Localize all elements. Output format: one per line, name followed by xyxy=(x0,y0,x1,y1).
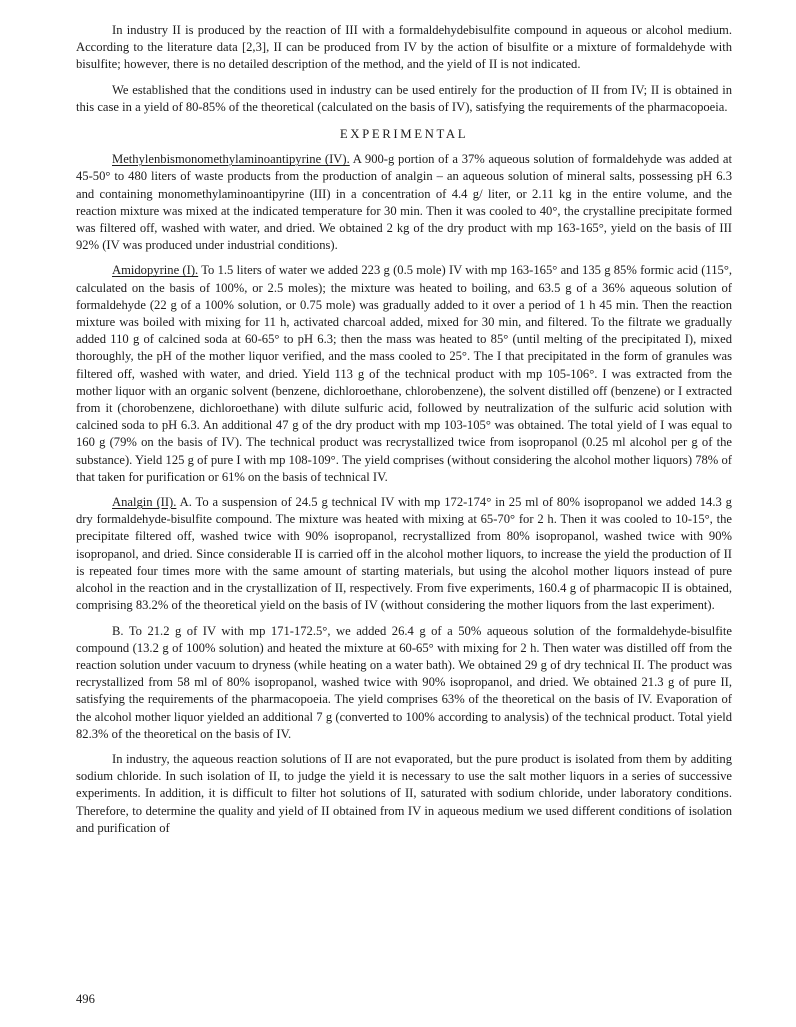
paragraph-amidopyrine xyxy=(76,262,732,486)
article-page xyxy=(76,22,732,845)
text-analgin-a: A. To a suspension of 24.5 g technical IV with mp 172-174° in 25 ml of 80% isopropanol we added 14.3 g dry formaldehyde-bisulfite compound. The mixture was heated with mixing at 65-70° for 2 h. Then it was cooled to 10-15°, the precipitate filtered off, washed twice with 90% isopropanol, recrystallized from 80% isopropanol, washed twice with 90% isopropanol, and dried. Since considerable II is carried off in the alcohol mother liquors, to increase the yield the production of II is repeated four times more with the same amount of starting materials, but using the alcohol mother liquors instead of pure alcohol in the reaction and in the crystallization of II, respectively. From five experiments, 160.4 g of pharmacopic II is obtained, comprising 83.2% of the theoretical yield on the basis of IV (without considering the mother liquors from the last experiment). xyxy=(76,495,732,613)
paragraph-analgin-a xyxy=(76,494,732,614)
page-number: 496 xyxy=(76,992,95,1006)
paragraph-compound-iv xyxy=(76,151,732,254)
text-amidopyrine: To 1.5 liters of water we added 223 g (0.5 mole) IV with mp 163-165° and 135 g 85% formic acid (115°, calculated on the basis of 100%, or 2.5 moles); the mixture was heated to boiling, and 63.5 g of a 36% aqueous solution of formaldehyde (22 g of a 100% solution, or 0.75 mole) was gradually added to it over a period of 1 h 45 min. Then the reaction mixture was boiled with mixing for 11 h, activated charcoal added, mixed for 30 min, and filtered. To the filtrate we gradually added 110 g of calcined soda at 60-65° to pH 6.3; then the mass was heated to 85° (until melting of the precipitated I), mixed thoroughly, the pH of the mother liquor verified, and the mass cooled to 25°. The I that precipitated in the form of granules was filtered off, washed with water, and dried. Yield 113 g of the technical product with mp 105-106°. I was extracted from the mother liquor with an organic solvent (benzene, dichloroethane, chlorobenzene), the solvent distilled off (benzene) or I extracted from it (chorobenzene, dichloroethane) with dilute sulfuric acid, followed by neutralization of the sulfuric acid solution with calcined soda to pH 6.3. An additional 47 g of the dry product with mp 103-105° was obtained. The total yield of I was equal to 160 g (79% on the basis of IV). The technical product was recrystallized twice from isopropanol (0.25 ml alcohol per g of the substance). Yield 125 g of pure I with mp 108-109°. The yield comprises (without considering the alcohol mother liquors) 78% of that taken for purification or 61% on the basis of technical IV. xyxy=(76,263,733,484)
intro-paragraph-1: In industry II is produced by the reaction of III with a formaldehydebisulfite compound in aqueous or alcohol medium. According to the literature data [2,3], II can be produced from IV by the action of bisulfite or a mixture of formaldehyde with bisulfite; however, there is no detailed description of the method, and the yield of II is not indicated. xyxy=(76,23,732,72)
heading-amidopyrine: Amidopyrine (I). xyxy=(112,263,199,278)
heading-compound-iv: Methylenbismonomethylaminoantipyrine (IV). xyxy=(112,152,350,167)
intro-paragraph-2: We established that the conditions used in industry can be used entirely for the production of II from IV; II is obtained in this case in a yield of 80-85% of the theoretical (calculated on the basis of IV), satisfying the requirements of the pharmacopoeia. xyxy=(76,82,732,114)
paragraph-analgin-b: B. To 21.2 g of IV with mp 171-172.5°, we added 26.4 g of a 50% aqueous solution of the formaldehyde-bisulfite compound (13.2 g of 100% solution) and heated the mixture at 60-65° with mixing for 2 h. Then water was distilled off from the reaction solution under vacuum to dryness (while heating on a water bath). We obtained 29 g of dry technical II. The product was recrystallized from 58 ml of 80% isopropanol, washed twice with 90% isopropanol, and dried. We obtained 21.3 g of pure II, satisfying the requirements of the pharmacopoeia. The yield comprises 63% of the theoretical on the basis of IV. Evaporation of the alcohol mother liquor yielded an additional 7 g (converted to 100% according to analysis) of the technical product. Total yield 82.3% of the theoretical on the basis of IV. xyxy=(76,623,732,741)
heading-analgin: Analgin (II). xyxy=(112,495,177,510)
text-compound-iv: A 900-g portion of a 37% aqueous solution of formaldehyde was added at 45-50° to 480 liters of waste products from the production of analgin – an aqueous solution of mineral salts, possessing pH 6.3 and containing monomethylaminoantipyrine (III) in a concentration of 4.4 g/ liter, or 2.11 kg in the entire volume, and the reaction mixture was mixed at the indicated temperature for 30 min. Then it was cooled to 40°, the crystalline precipitate formed was filtered off, washed with water, and dried. We obtained 2 kg of the dry product with mp 163-165°, yield on the basis of III 92% (IV was produced under industrial conditions). xyxy=(76,152,732,253)
section-title: EXPERIMENTAL xyxy=(339,127,469,142)
paragraph-industry: In industry, the aqueous reaction solutions of II are not evaporated, but the pure product is isolated from them by additing sodium chloride. In such isolation of II, to judge the yield it is necessary to use the salt mother liquors in a series of successive experiments. In addition, it is difficult to filter hot solutions of II, saturated with sodium chloride, under laboratory conditions. Therefore, to determine the quality and yield of II obtained from IV in aqueous medium we used different conditions of isolation and purification of xyxy=(76,751,732,835)
